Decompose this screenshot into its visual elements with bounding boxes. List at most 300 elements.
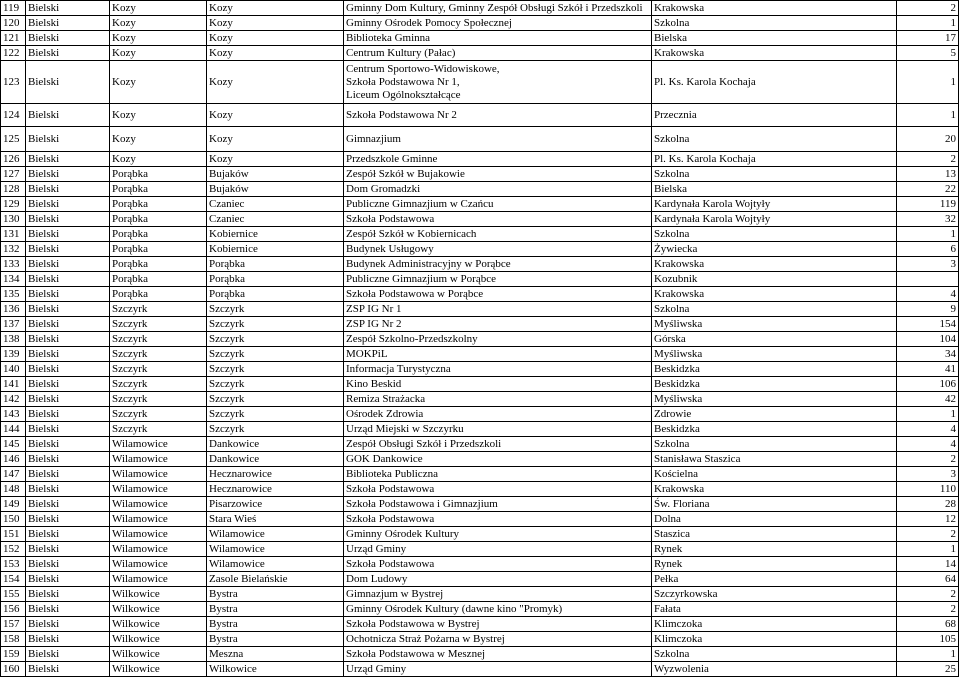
locality-cell: Kobiernice: [207, 227, 344, 242]
county-cell: Bielski: [26, 104, 110, 127]
county-cell: Bielski: [26, 127, 110, 152]
municipality-cell: Wilamowice: [110, 437, 207, 452]
street-cell: Szczyrkowska: [652, 587, 897, 602]
table-row: [1, 527, 959, 542]
facility-cell: ZSP IG Nr 2: [344, 317, 652, 332]
house-number-cell: 1: [897, 227, 959, 242]
locality-cell: Kozy: [207, 127, 344, 152]
municipality-cell: Kozy: [110, 31, 207, 46]
row-number: 134: [1, 272, 26, 287]
facility-cell: Szkoła Podstawowa i Gimnazjium: [344, 497, 652, 512]
county-cell: Bielski: [26, 46, 110, 61]
house-number-cell: 14: [897, 557, 959, 572]
street-cell: Św. Floriana: [652, 497, 897, 512]
facility-cell: Budynek Administracyjny w Porąbce: [344, 257, 652, 272]
facility-cell: Szkoła Podstawowa: [344, 512, 652, 527]
municipality-cell: Wilkowice: [110, 587, 207, 602]
municipality-cell: Szczyrk: [110, 317, 207, 332]
table-row: [1, 1, 959, 16]
facility-cell: Szkoła Podstawowa w Mesznej: [344, 647, 652, 662]
house-number-cell: 1: [897, 647, 959, 662]
table-row: [1, 587, 959, 602]
locality-cell: Bujaków: [207, 182, 344, 197]
street-cell: Beskidzka: [652, 377, 897, 392]
table-row: [1, 512, 959, 527]
locality-cell: Czaniec: [207, 197, 344, 212]
row-number: 120: [1, 16, 26, 31]
house-number-cell: 68: [897, 617, 959, 632]
municipality-cell: Wilkowice: [110, 617, 207, 632]
table-row: [1, 302, 959, 317]
locality-cell: Szczyrk: [207, 362, 344, 377]
county-cell: Bielski: [26, 242, 110, 257]
county-cell: Bielski: [26, 377, 110, 392]
street-cell: Kozubnik: [652, 272, 897, 287]
facility-cell: Gimnazjum w Bystrej: [344, 587, 652, 602]
row-number: 142: [1, 392, 26, 407]
table-row: [1, 197, 959, 212]
street-cell: Stanisława Staszica: [652, 452, 897, 467]
municipality-cell: Wilamowice: [110, 527, 207, 542]
row-number: 158: [1, 632, 26, 647]
locality-cell: Kozy: [207, 152, 344, 167]
facility-cell: Gminny Ośrodek Pomocy Społecznej: [344, 16, 652, 31]
municipality-cell: Kozy: [110, 104, 207, 127]
locality-cell: Szczyrk: [207, 302, 344, 317]
row-number: 127: [1, 167, 26, 182]
street-cell: Myśliwska: [652, 347, 897, 362]
county-cell: Bielski: [26, 557, 110, 572]
street-cell: Szkolna: [652, 302, 897, 317]
municipality-cell: Kozy: [110, 152, 207, 167]
locality-cell: Szczyrk: [207, 407, 344, 422]
table-row: [1, 662, 959, 677]
facility-cell: Zespół Szkolno-Przedszkolny: [344, 332, 652, 347]
locality-cell: Kozy: [207, 104, 344, 127]
facility-line: Liceum Ogólnokształcące: [346, 88, 461, 101]
street-cell: Staszica: [652, 527, 897, 542]
facility-cell: Urząd Gminy: [344, 542, 652, 557]
house-number-cell: 22: [897, 182, 959, 197]
table-row: [1, 632, 959, 647]
row-number: 131: [1, 227, 26, 242]
street-cell: Zdrowie: [652, 407, 897, 422]
facility-cell: Gminny Dom Kultury, Gminny Zespół Obsługi Szkół i Przedszkoli: [344, 1, 652, 16]
street-cell: Szkolna: [652, 127, 897, 152]
municipality-cell: Wilkowice: [110, 662, 207, 677]
municipality-cell: Porąbka: [110, 182, 207, 197]
table-row: [1, 152, 959, 167]
street-cell: Myśliwska: [652, 392, 897, 407]
facility-cell: Gminny Ośrodek Kultury (dawne kino "Promyk): [344, 602, 652, 617]
municipality-cell: Porąbka: [110, 167, 207, 182]
county-cell: Bielski: [26, 182, 110, 197]
table-row: [1, 104, 959, 127]
street-cell: Beskidzka: [652, 422, 897, 437]
table-row: [1, 127, 959, 152]
table-row: [1, 602, 959, 617]
county-cell: Bielski: [26, 497, 110, 512]
locality-cell: Porąbka: [207, 257, 344, 272]
county-cell: Bielski: [26, 662, 110, 677]
county-cell: Bielski: [26, 152, 110, 167]
row-number: 128: [1, 182, 26, 197]
street-cell: Szkolna: [652, 167, 897, 182]
row-number: 148: [1, 482, 26, 497]
street-cell: Szkolna: [652, 647, 897, 662]
table-row: [1, 227, 959, 242]
municipality-cell: Kozy: [110, 1, 207, 16]
street-cell: Dolna: [652, 512, 897, 527]
locality-cell: Kozy: [207, 61, 344, 104]
county-cell: Bielski: [26, 362, 110, 377]
table-row: [1, 497, 959, 512]
facility-cell: Publiczne Gimnazjium w Czańcu: [344, 197, 652, 212]
facility-cell: Urząd Gminy: [344, 662, 652, 677]
table-row: [1, 647, 959, 662]
municipality-cell: Wilamowice: [110, 482, 207, 497]
table-row: [1, 182, 959, 197]
street-cell: Żywiecka: [652, 242, 897, 257]
row-number: 144: [1, 422, 26, 437]
street-cell: Pełka: [652, 572, 897, 587]
table-row: [1, 31, 959, 46]
table-row: [1, 16, 959, 31]
table-row: [1, 572, 959, 587]
house-number-cell: 2: [897, 1, 959, 16]
municipality-cell: Szczyrk: [110, 407, 207, 422]
county-cell: Bielski: [26, 587, 110, 602]
facility-line: Centrum Sportowo-Widowiskowe,: [346, 62, 500, 75]
facility-cell: ZSP IG Nr 1: [344, 302, 652, 317]
locality-cell: Stara Wieś: [207, 512, 344, 527]
facility-cell: Przedszkole Gminne: [344, 152, 652, 167]
row-number: 159: [1, 647, 26, 662]
municipality-cell: Szczyrk: [110, 377, 207, 392]
street-cell: Pl. Ks. Karola Kochaja: [652, 152, 897, 167]
street-cell: Szkolna: [652, 437, 897, 452]
locality-cell: Bystra: [207, 587, 344, 602]
table-row: [1, 317, 959, 332]
row-number: 132: [1, 242, 26, 257]
locality-cell: Szczyrk: [207, 377, 344, 392]
house-number-cell: 2: [897, 527, 959, 542]
street-cell: Górska: [652, 332, 897, 347]
county-cell: Bielski: [26, 452, 110, 467]
locality-cell: Szczyrk: [207, 422, 344, 437]
county-cell: Bielski: [26, 572, 110, 587]
street-cell: Wyzwolenia: [652, 662, 897, 677]
facility-cell: Biblioteka Publiczna: [344, 467, 652, 482]
municipality-cell: Szczyrk: [110, 332, 207, 347]
municipality-cell: Porąbka: [110, 242, 207, 257]
row-number: 150: [1, 512, 26, 527]
house-number-cell: 64: [897, 572, 959, 587]
row-number: 125: [1, 127, 26, 152]
locality-cell: Bystra: [207, 617, 344, 632]
house-number-cell: 3: [897, 467, 959, 482]
municipality-cell: Kozy: [110, 61, 207, 104]
house-number-cell: 13: [897, 167, 959, 182]
house-number-cell: 34: [897, 347, 959, 362]
county-cell: Bielski: [26, 16, 110, 31]
house-number-cell: 119: [897, 197, 959, 212]
municipality-cell: Porąbka: [110, 197, 207, 212]
county-cell: Bielski: [26, 1, 110, 16]
table-row: [1, 422, 959, 437]
county-cell: Bielski: [26, 31, 110, 46]
facility-cell: Szkoła Podstawowa: [344, 482, 652, 497]
street-cell: Bielska: [652, 31, 897, 46]
locality-cell: Wilkowice: [207, 662, 344, 677]
municipality-cell: Szczyrk: [110, 392, 207, 407]
county-cell: Bielski: [26, 467, 110, 482]
table-row: [1, 61, 959, 104]
street-cell: Krakowska: [652, 1, 897, 16]
house-number-cell: 20: [897, 127, 959, 152]
county-cell: Bielski: [26, 347, 110, 362]
table-row: [1, 407, 959, 422]
table-row: [1, 287, 959, 302]
facility-line: Szkoła Podstawowa Nr 1,: [346, 75, 460, 88]
house-number-cell: 104: [897, 332, 959, 347]
street-cell: Krakowska: [652, 257, 897, 272]
county-cell: Bielski: [26, 647, 110, 662]
house-number-cell: 28: [897, 497, 959, 512]
street-cell: Przecznia: [652, 104, 897, 127]
county-cell: Bielski: [26, 167, 110, 182]
house-number-cell: [897, 272, 959, 287]
row-number: 124: [1, 104, 26, 127]
street-cell: Kardynała Karola Wojtyły: [652, 212, 897, 227]
street-cell: Beskidzka: [652, 362, 897, 377]
house-number-cell: 42: [897, 392, 959, 407]
row-number: 140: [1, 362, 26, 377]
street-cell: Kościelna: [652, 467, 897, 482]
house-number-cell: 1: [897, 104, 959, 127]
locality-cell: Wilamowice: [207, 542, 344, 557]
row-number: 155: [1, 587, 26, 602]
county-cell: Bielski: [26, 197, 110, 212]
house-number-cell: 2: [897, 602, 959, 617]
facility-cell: GOK Dankowice: [344, 452, 652, 467]
county-cell: Bielski: [26, 332, 110, 347]
municipality-cell: Porąbka: [110, 287, 207, 302]
table-row: [1, 392, 959, 407]
house-number-cell: 1: [897, 407, 959, 422]
table-row: [1, 617, 959, 632]
street-cell: Myśliwska: [652, 317, 897, 332]
table-row: [1, 257, 959, 272]
municipality-cell: Wilamowice: [110, 467, 207, 482]
table-row: [1, 452, 959, 467]
locality-cell: Szczyrk: [207, 347, 344, 362]
row-number: 139: [1, 347, 26, 362]
county-cell: Bielski: [26, 317, 110, 332]
table-row: [1, 482, 959, 497]
street-cell: Klimczoka: [652, 632, 897, 647]
county-cell: Bielski: [26, 61, 110, 104]
table-row: [1, 362, 959, 377]
municipality-cell: Wilamowice: [110, 572, 207, 587]
municipality-cell: Wilamowice: [110, 512, 207, 527]
facility-cell: Biblioteka Gminna: [344, 31, 652, 46]
locality-cell: Dankowice: [207, 437, 344, 452]
facility-cell: Budynek Usługowy: [344, 242, 652, 257]
locality-cell: Kozy: [207, 46, 344, 61]
county-cell: Bielski: [26, 272, 110, 287]
county-cell: Bielski: [26, 392, 110, 407]
locality-cell: Wilamowice: [207, 527, 344, 542]
row-number: 123: [1, 61, 26, 104]
facility-cell: Gminny Ośrodek Kultury: [344, 527, 652, 542]
locality-cell: Hecznarowice: [207, 467, 344, 482]
row-number: 137: [1, 317, 26, 332]
county-cell: Bielski: [26, 632, 110, 647]
house-number-cell: 6: [897, 242, 959, 257]
house-number-cell: 154: [897, 317, 959, 332]
facility-cell: Szkoła Podstawowa w Porąbce: [344, 287, 652, 302]
county-cell: Bielski: [26, 257, 110, 272]
row-number: 138: [1, 332, 26, 347]
locality-cell: Dankowice: [207, 452, 344, 467]
facility-cell: Centrum Kultury (Pałac): [344, 46, 652, 61]
row-number: 141: [1, 377, 26, 392]
table-row: [1, 377, 959, 392]
house-number-cell: 1: [897, 16, 959, 31]
municipality-cell: Wilkowice: [110, 602, 207, 617]
municipality-cell: Kozy: [110, 46, 207, 61]
county-cell: Bielski: [26, 407, 110, 422]
municipality-cell: Szczyrk: [110, 422, 207, 437]
municipality-cell: Wilamowice: [110, 542, 207, 557]
house-number-cell: 41: [897, 362, 959, 377]
house-number-cell: 32: [897, 212, 959, 227]
row-number: 154: [1, 572, 26, 587]
row-number: 146: [1, 452, 26, 467]
row-number: 122: [1, 46, 26, 61]
facility-cell: Gimnazjium: [344, 127, 652, 152]
facility-cell: Kino Beskid: [344, 377, 652, 392]
house-number-cell: 1: [897, 61, 959, 104]
facility-cell: Remiza Strażacka: [344, 392, 652, 407]
table-row: [1, 212, 959, 227]
locality-cell: Wilamowice: [207, 557, 344, 572]
row-number: 129: [1, 197, 26, 212]
table-row: [1, 332, 959, 347]
table-row: [1, 557, 959, 572]
street-cell: Pl. Ks. Karola Kochaja: [652, 61, 897, 104]
county-cell: Bielski: [26, 437, 110, 452]
locality-cell: Kozy: [207, 16, 344, 31]
house-number-cell: 4: [897, 437, 959, 452]
locality-cell: Kobiernice: [207, 242, 344, 257]
facility-cell: Ochotnicza Straż Pożarna w Bystrej: [344, 632, 652, 647]
municipality-cell: Wilamowice: [110, 452, 207, 467]
locality-cell: Zasole Bielańskie: [207, 572, 344, 587]
municipality-cell: Wilkowice: [110, 647, 207, 662]
facility-cell: Szkoła Podstawowa Nr 2: [344, 104, 652, 127]
facility-cell: Zespół Szkół w Bujakowie: [344, 167, 652, 182]
county-cell: Bielski: [26, 527, 110, 542]
facility-cell: Zespół Szkół w Kobiernicach: [344, 227, 652, 242]
row-number: 130: [1, 212, 26, 227]
county-cell: Bielski: [26, 422, 110, 437]
municipality-cell: Porąbka: [110, 212, 207, 227]
row-number: 135: [1, 287, 26, 302]
facility-cell: Ośrodek Zdrowia: [344, 407, 652, 422]
house-number-cell: 2: [897, 587, 959, 602]
municipality-cell: Wilamowice: [110, 497, 207, 512]
locality-cell: Porąbka: [207, 287, 344, 302]
facility-cell: Dom Ludowy: [344, 572, 652, 587]
row-number: 156: [1, 602, 26, 617]
street-cell: Szkolna: [652, 16, 897, 31]
table-row: [1, 242, 959, 257]
street-cell: Szkolna: [652, 227, 897, 242]
row-number: 151: [1, 527, 26, 542]
county-cell: Bielski: [26, 287, 110, 302]
house-number-cell: 4: [897, 287, 959, 302]
street-cell: Krakowska: [652, 46, 897, 61]
county-cell: Bielski: [26, 602, 110, 617]
row-number: 136: [1, 302, 26, 317]
municipality-cell: Szczyrk: [110, 347, 207, 362]
street-cell: Klimczoka: [652, 617, 897, 632]
county-cell: Bielski: [26, 617, 110, 632]
county-cell: Bielski: [26, 227, 110, 242]
row-number: 157: [1, 617, 26, 632]
municipality-cell: Kozy: [110, 16, 207, 31]
row-number: 160: [1, 662, 26, 677]
county-cell: Bielski: [26, 302, 110, 317]
table-row: [1, 467, 959, 482]
municipality-cell: Porąbka: [110, 257, 207, 272]
facility-cell: Publiczne Gimnazjium w Porąbce: [344, 272, 652, 287]
row-number: 147: [1, 467, 26, 482]
municipality-cell: Porąbka: [110, 227, 207, 242]
locality-cell: Bujaków: [207, 167, 344, 182]
municipality-cell: Szczyrk: [110, 362, 207, 377]
row-number: 152: [1, 542, 26, 557]
row-number: 126: [1, 152, 26, 167]
locality-cell: Szczyrk: [207, 392, 344, 407]
row-number: 121: [1, 31, 26, 46]
table-row: [1, 347, 959, 362]
row-number: 145: [1, 437, 26, 452]
facility-cell: Dom Gromadzki: [344, 182, 652, 197]
house-number-cell: 17: [897, 31, 959, 46]
locality-cell: Bystra: [207, 632, 344, 647]
table-row: [1, 167, 959, 182]
row-number: 119: [1, 1, 26, 16]
street-cell: Rynek: [652, 557, 897, 572]
street-cell: Kardynała Karola Wojtyły: [652, 197, 897, 212]
street-cell: Rynek: [652, 542, 897, 557]
house-number-cell: 5: [897, 46, 959, 61]
facility-cell: MOKPiL: [344, 347, 652, 362]
house-number-cell: 4: [897, 422, 959, 437]
municipality-cell: Porąbka: [110, 272, 207, 287]
table-row: [1, 542, 959, 557]
locality-cell: Szczyrk: [207, 332, 344, 347]
facility-cell: Szkoła Podstawowa w Bystrej: [344, 617, 652, 632]
locality-cell: Porąbka: [207, 272, 344, 287]
table-body: [1, 1, 959, 677]
house-number-cell: 2: [897, 452, 959, 467]
municipality-cell: Szczyrk: [110, 302, 207, 317]
locality-cell: Kozy: [207, 1, 344, 16]
